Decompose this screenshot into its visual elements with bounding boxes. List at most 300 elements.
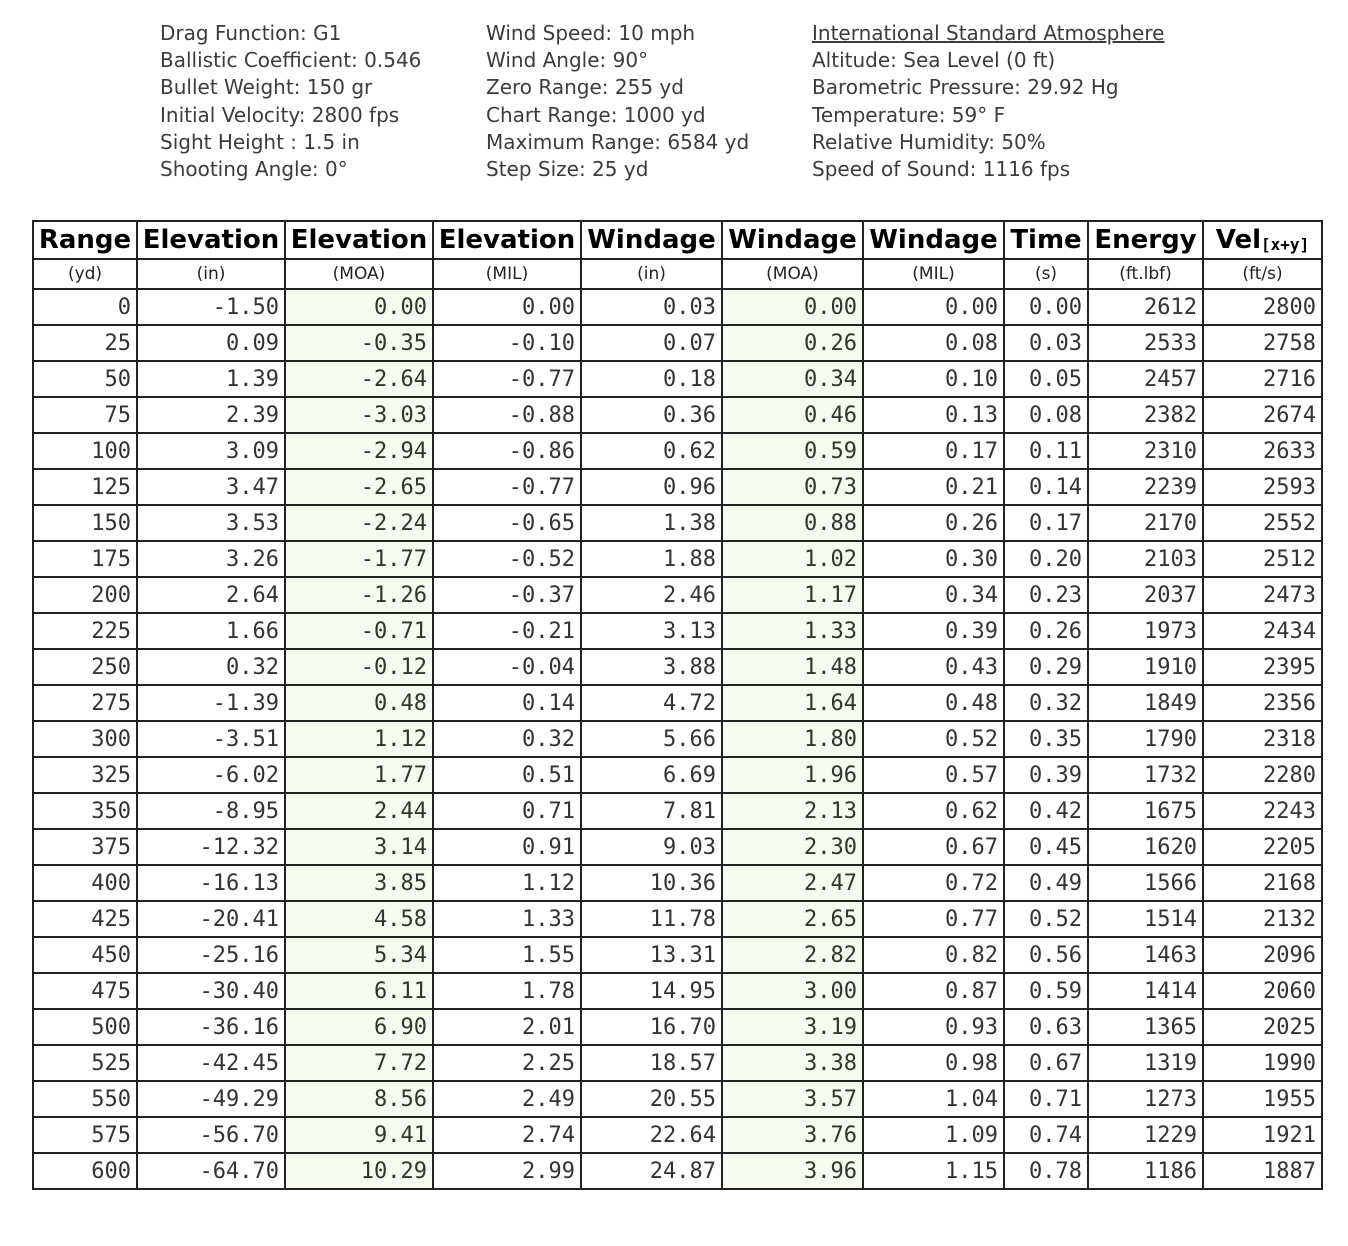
table-cell: 1973 bbox=[1088, 613, 1203, 649]
table-cell: 375 bbox=[33, 829, 137, 865]
table-cell: 1514 bbox=[1088, 901, 1203, 937]
table-cell: 3.57 bbox=[722, 1081, 863, 1117]
table-cell: -12.32 bbox=[137, 829, 285, 865]
column-header bbox=[137, 221, 285, 259]
table-cell: 100 bbox=[33, 433, 137, 469]
table-cell: 20.55 bbox=[581, 1081, 722, 1117]
table-cell: 3.96 bbox=[722, 1153, 863, 1189]
table-cell: 2060 bbox=[1203, 973, 1322, 1009]
table-cell: 1.02 bbox=[722, 541, 863, 577]
column-header-label: Windage bbox=[587, 225, 716, 255]
table-cell: 10.36 bbox=[581, 865, 722, 901]
table-cell: -0.04 bbox=[433, 649, 581, 685]
table-cell: 3.47 bbox=[137, 469, 285, 505]
table-cell: 4.58 bbox=[285, 901, 433, 937]
table-cell: 25 bbox=[33, 325, 137, 361]
table-cell: 4.72 bbox=[581, 685, 722, 721]
table-cell: 0.00 bbox=[433, 289, 581, 325]
column-unit: (s) bbox=[1004, 259, 1088, 289]
table-cell: 0.49 bbox=[1004, 865, 1088, 901]
table-cell: 0.48 bbox=[863, 685, 1004, 721]
parameter-line: Sight Height : 1.5 in bbox=[160, 129, 360, 154]
table-cell: 0.46 bbox=[722, 397, 863, 433]
ballistics-table bbox=[32, 220, 1323, 1190]
table-cell: 6.90 bbox=[285, 1009, 433, 1045]
table-cell: 75 bbox=[33, 397, 137, 433]
table-cell: 0.20 bbox=[1004, 541, 1088, 577]
table-row bbox=[33, 721, 1322, 757]
table-cell: -0.10 bbox=[433, 325, 581, 361]
table-cell: 1620 bbox=[1088, 829, 1203, 865]
table-cell: 1790 bbox=[1088, 721, 1203, 757]
column-header-label: Range bbox=[38, 225, 132, 255]
column-header-label: Elevation bbox=[438, 225, 576, 255]
table-cell: 8.56 bbox=[285, 1081, 433, 1117]
table-cell: 600 bbox=[33, 1153, 137, 1189]
table-cell: 2.01 bbox=[433, 1009, 581, 1045]
table-cell: 2382 bbox=[1088, 397, 1203, 433]
table-cell: 0.30 bbox=[863, 541, 1004, 577]
table-cell: 1.66 bbox=[137, 613, 285, 649]
table-cell: 1.33 bbox=[433, 901, 581, 937]
table-cell: 0.21 bbox=[863, 469, 1004, 505]
table-cell: 1566 bbox=[1088, 865, 1203, 901]
table-cell: 3.09 bbox=[137, 433, 285, 469]
table-cell: 2025 bbox=[1203, 1009, 1322, 1045]
column-header bbox=[33, 221, 137, 259]
table-cell: 2.44 bbox=[285, 793, 433, 829]
table-cell: 0.03 bbox=[581, 289, 722, 325]
table-cell: 0.52 bbox=[1004, 901, 1088, 937]
column-unit: (ft/s) bbox=[1203, 259, 1322, 289]
table-cell: 1955 bbox=[1203, 1081, 1322, 1117]
table-cell: 1.77 bbox=[285, 757, 433, 793]
table-cell: 0.74 bbox=[1004, 1117, 1088, 1153]
table-cell: 0.98 bbox=[863, 1045, 1004, 1081]
column-header-label: Energy bbox=[1094, 225, 1197, 255]
table-cell: 350 bbox=[33, 793, 137, 829]
table-cell: 14.95 bbox=[581, 973, 722, 1009]
parameter-line: Maximum Range: 6584 yd bbox=[486, 129, 750, 154]
table-cell: 400 bbox=[33, 865, 137, 901]
table-row bbox=[33, 505, 1322, 541]
table-cell: 1.09 bbox=[863, 1117, 1004, 1153]
table-cell: 2800 bbox=[1203, 289, 1322, 325]
table-cell: 1273 bbox=[1088, 1081, 1203, 1117]
table-cell: 0.35 bbox=[1004, 721, 1088, 757]
table-cell: 3.19 bbox=[722, 1009, 863, 1045]
table-cell: 10.29 bbox=[285, 1153, 433, 1189]
table-cell: 3.13 bbox=[581, 613, 722, 649]
parameter-line: Step Size: 25 yd bbox=[486, 156, 649, 181]
table-cell: -36.16 bbox=[137, 1009, 285, 1045]
table-cell: 1.55 bbox=[433, 937, 581, 973]
table-row bbox=[33, 865, 1322, 901]
table-cell: 0.11 bbox=[1004, 433, 1088, 469]
table-cell: 0.71 bbox=[1004, 1081, 1088, 1117]
table-cell: 1.88 bbox=[581, 541, 722, 577]
velocity-subscript: [x+y] bbox=[1261, 235, 1310, 254]
table-cell: -0.12 bbox=[285, 649, 433, 685]
table-row bbox=[33, 1081, 1322, 1117]
table-cell: 0.00 bbox=[863, 289, 1004, 325]
table-row bbox=[33, 649, 1322, 685]
table-cell: -3.03 bbox=[285, 397, 433, 433]
table-cell: 7.81 bbox=[581, 793, 722, 829]
table-cell: 3.38 bbox=[722, 1045, 863, 1081]
table-row bbox=[33, 577, 1322, 613]
table-cell: 2132 bbox=[1203, 901, 1322, 937]
parameter-line: Initial Velocity: 2800 fps bbox=[160, 102, 400, 127]
table-cell: -1.26 bbox=[285, 577, 433, 613]
table-cell: -0.52 bbox=[433, 541, 581, 577]
table-cell: -0.21 bbox=[433, 613, 581, 649]
table-cell: 0.43 bbox=[863, 649, 1004, 685]
table-cell: 0.56 bbox=[1004, 937, 1088, 973]
table-cell: 0.93 bbox=[863, 1009, 1004, 1045]
table-cell: 6.69 bbox=[581, 757, 722, 793]
table-cell: 7.72 bbox=[285, 1045, 433, 1081]
table-cell: -0.37 bbox=[433, 577, 581, 613]
table-cell: 1910 bbox=[1088, 649, 1203, 685]
table-cell: 0 bbox=[33, 289, 137, 325]
table-cell: 0.32 bbox=[1004, 685, 1088, 721]
table-cell: 0.00 bbox=[1004, 289, 1088, 325]
table-cell: 450 bbox=[33, 937, 137, 973]
table-cell: 0.17 bbox=[1004, 505, 1088, 541]
table-cell: 9.41 bbox=[285, 1117, 433, 1153]
table-cell: 0.23 bbox=[1004, 577, 1088, 613]
table-cell: 2103 bbox=[1088, 541, 1203, 577]
table-cell: 1.78 bbox=[433, 973, 581, 1009]
table-row bbox=[33, 325, 1322, 361]
table-row bbox=[33, 685, 1322, 721]
column-header bbox=[722, 221, 863, 259]
table-cell: 175 bbox=[33, 541, 137, 577]
table-cell: 0.14 bbox=[1004, 469, 1088, 505]
parameter-line: Bullet Weight: 150 gr bbox=[160, 75, 373, 100]
table-cell: 0.78 bbox=[1004, 1153, 1088, 1189]
table-cell: 2.13 bbox=[722, 793, 863, 829]
table-cell: 1.39 bbox=[137, 361, 285, 397]
table-cell: 0.36 bbox=[581, 397, 722, 433]
table-cell: 2.47 bbox=[722, 865, 863, 901]
parameter-line: Chart Range: 1000 yd bbox=[486, 102, 706, 127]
column-unit: (in) bbox=[137, 259, 285, 289]
table-cell: 2434 bbox=[1203, 613, 1322, 649]
atmosphere-parameters bbox=[812, 20, 1164, 183]
table-row bbox=[33, 1117, 1322, 1153]
column-unit: (in) bbox=[581, 259, 722, 289]
table-cell: 500 bbox=[33, 1009, 137, 1045]
table-cell: 1.64 bbox=[722, 685, 863, 721]
table-cell: 2633 bbox=[1203, 433, 1322, 469]
table-cell: 0.09 bbox=[137, 325, 285, 361]
table-cell: 0.26 bbox=[722, 325, 863, 361]
parameter-line: Shooting Angle: 0° bbox=[160, 156, 348, 181]
parameter-line: Ballistic Coefficient: 0.546 bbox=[160, 48, 422, 73]
table-cell: -2.64 bbox=[285, 361, 433, 397]
table-cell: 0.96 bbox=[581, 469, 722, 505]
table-cell: 2533 bbox=[1088, 325, 1203, 361]
parameter-line: Temperature: 59° F bbox=[812, 102, 1006, 127]
table-cell: 2716 bbox=[1203, 361, 1322, 397]
parameter-line: Zero Range: 255 yd bbox=[486, 75, 684, 100]
column-header-label: Windage bbox=[869, 225, 998, 255]
table-row bbox=[33, 1153, 1322, 1189]
table-cell: 1.15 bbox=[863, 1153, 1004, 1189]
table-cell: 5.34 bbox=[285, 937, 433, 973]
table-cell: -0.71 bbox=[285, 613, 433, 649]
table-cell: -2.24 bbox=[285, 505, 433, 541]
table-cell: 1.80 bbox=[722, 721, 863, 757]
table-cell: 0.48 bbox=[285, 685, 433, 721]
table-cell: -0.77 bbox=[433, 469, 581, 505]
table-cell: 0.67 bbox=[1004, 1045, 1088, 1081]
table-cell: 3.14 bbox=[285, 829, 433, 865]
table-cell: 0.07 bbox=[581, 325, 722, 361]
table-cell: -0.77 bbox=[433, 361, 581, 397]
table-cell: 1.12 bbox=[433, 865, 581, 901]
table-cell: 0.03 bbox=[1004, 325, 1088, 361]
table-cell: 0.39 bbox=[863, 613, 1004, 649]
table-cell: 2170 bbox=[1088, 505, 1203, 541]
table-row bbox=[33, 937, 1322, 973]
column-header bbox=[285, 221, 433, 259]
table-cell: -1.39 bbox=[137, 685, 285, 721]
table-cell: 0.29 bbox=[1004, 649, 1088, 685]
parameter-line: Drag Function: G1 bbox=[160, 21, 342, 45]
table-cell: 2.30 bbox=[722, 829, 863, 865]
column-header bbox=[433, 221, 581, 259]
table-cell: 1.48 bbox=[722, 649, 863, 685]
table-cell: 325 bbox=[33, 757, 137, 793]
table-cell: -1.77 bbox=[285, 541, 433, 577]
table-row bbox=[33, 433, 1322, 469]
table-cell: 2552 bbox=[1203, 505, 1322, 541]
table-cell: 2.74 bbox=[433, 1117, 581, 1153]
table-cell: 2.65 bbox=[722, 901, 863, 937]
table-cell: 0.00 bbox=[285, 289, 433, 325]
table-cell: 0.91 bbox=[433, 829, 581, 865]
column-header-label: Time bbox=[1010, 225, 1082, 255]
units-row bbox=[33, 259, 1322, 289]
table-cell: 0.18 bbox=[581, 361, 722, 397]
table-cell: 2096 bbox=[1203, 937, 1322, 973]
table-cell: 0.34 bbox=[863, 577, 1004, 613]
table-cell: 0.63 bbox=[1004, 1009, 1088, 1045]
column-unit: (MIL) bbox=[433, 259, 581, 289]
table-cell: -30.40 bbox=[137, 973, 285, 1009]
table-cell: 1921 bbox=[1203, 1117, 1322, 1153]
table-cell: 1365 bbox=[1088, 1009, 1203, 1045]
table-cell: 300 bbox=[33, 721, 137, 757]
table-row bbox=[33, 469, 1322, 505]
table-cell: 425 bbox=[33, 901, 137, 937]
table-cell: -0.35 bbox=[285, 325, 433, 361]
table-cell: -1.50 bbox=[137, 289, 285, 325]
table-cell: -3.51 bbox=[137, 721, 285, 757]
table-cell: 475 bbox=[33, 973, 137, 1009]
table-cell: 200 bbox=[33, 577, 137, 613]
table-cell: 2037 bbox=[1088, 577, 1203, 613]
table-cell: 24.87 bbox=[581, 1153, 722, 1189]
table-cell: 0.08 bbox=[1004, 397, 1088, 433]
table-cell: 2512 bbox=[1203, 541, 1322, 577]
column-unit: (MOA) bbox=[285, 259, 433, 289]
table-cell: 13.31 bbox=[581, 937, 722, 973]
column-header bbox=[581, 221, 722, 259]
table-cell: 3.00 bbox=[722, 973, 863, 1009]
table-cell: 0.62 bbox=[863, 793, 1004, 829]
table-cell: 1.17 bbox=[722, 577, 863, 613]
column-unit: (ft.lbf) bbox=[1088, 259, 1203, 289]
table-cell: 0.57 bbox=[863, 757, 1004, 793]
table-cell: 1.04 bbox=[863, 1081, 1004, 1117]
table-cell: 1.12 bbox=[285, 721, 433, 757]
table-cell: -2.65 bbox=[285, 469, 433, 505]
table-cell: 0.26 bbox=[863, 505, 1004, 541]
table-cell: 50 bbox=[33, 361, 137, 397]
parameter-line: Altitude: Sea Level (0 ft) bbox=[812, 48, 1056, 73]
table-cell: 2457 bbox=[1088, 361, 1203, 397]
table-cell: 125 bbox=[33, 469, 137, 505]
parameter-line: Wind Angle: 90° bbox=[486, 48, 649, 73]
column-unit: (MOA) bbox=[722, 259, 863, 289]
table-cell: 0.77 bbox=[863, 901, 1004, 937]
table-row bbox=[33, 397, 1322, 433]
table-cell: 3.76 bbox=[722, 1117, 863, 1153]
parameter-line: Speed of Sound: 1116 fps bbox=[812, 156, 1071, 181]
table-cell: 3.26 bbox=[137, 541, 285, 577]
table-cell: 5.66 bbox=[581, 721, 722, 757]
table-cell: 250 bbox=[33, 649, 137, 685]
table-cell: 150 bbox=[33, 505, 137, 541]
column-header bbox=[863, 221, 1004, 259]
table-cell: 0.42 bbox=[1004, 793, 1088, 829]
table-cell: 2.46 bbox=[581, 577, 722, 613]
table-row bbox=[33, 757, 1322, 793]
table-cell: -25.16 bbox=[137, 937, 285, 973]
column-header-label: Elevation bbox=[142, 225, 280, 255]
table-cell: -42.45 bbox=[137, 1045, 285, 1081]
table-cell: 0.88 bbox=[722, 505, 863, 541]
column-header-label: Windage bbox=[728, 225, 857, 255]
table-cell: 22.64 bbox=[581, 1117, 722, 1153]
ballistic-parameters bbox=[0, 20, 1348, 190]
table-cell: 0.00 bbox=[722, 289, 863, 325]
table-cell: 2.25 bbox=[433, 1045, 581, 1081]
table-cell: 2473 bbox=[1203, 577, 1322, 613]
parameter-line: Barometric Pressure: 29.92 Hg bbox=[812, 75, 1119, 100]
table-cell: 1414 bbox=[1088, 973, 1203, 1009]
table-cell: 0.62 bbox=[581, 433, 722, 469]
table-cell: 1887 bbox=[1203, 1153, 1322, 1189]
table-cell: 0.73 bbox=[722, 469, 863, 505]
table-row bbox=[33, 829, 1322, 865]
table-cell: 1.96 bbox=[722, 757, 863, 793]
table-cell: 0.34 bbox=[722, 361, 863, 397]
column-header bbox=[1004, 221, 1088, 259]
table-cell: -0.88 bbox=[433, 397, 581, 433]
table-cell: 2318 bbox=[1203, 721, 1322, 757]
table-cell: 3.88 bbox=[581, 649, 722, 685]
table-cell: 0.52 bbox=[863, 721, 1004, 757]
table-cell: 11.78 bbox=[581, 901, 722, 937]
column-header-label: Elevation bbox=[290, 225, 428, 255]
table-cell: 1319 bbox=[1088, 1045, 1203, 1081]
table-cell: 525 bbox=[33, 1045, 137, 1081]
table-cell: -0.65 bbox=[433, 505, 581, 541]
table-cell: 0.10 bbox=[863, 361, 1004, 397]
table-cell: 2.99 bbox=[433, 1153, 581, 1189]
table-row bbox=[33, 973, 1322, 1009]
table-cell: 1675 bbox=[1088, 793, 1203, 829]
table-cell: 2310 bbox=[1088, 433, 1203, 469]
table-row bbox=[33, 793, 1322, 829]
table-cell: 0.26 bbox=[1004, 613, 1088, 649]
table-cell: 2243 bbox=[1203, 793, 1322, 829]
table-cell: 0.82 bbox=[863, 937, 1004, 973]
table-cell: -49.29 bbox=[137, 1081, 285, 1117]
table-cell: 0.87 bbox=[863, 973, 1004, 1009]
table-cell: 3.85 bbox=[285, 865, 433, 901]
column-unit: (MIL) bbox=[863, 259, 1004, 289]
table-cell: 0.05 bbox=[1004, 361, 1088, 397]
table-cell: 2168 bbox=[1203, 865, 1322, 901]
table-cell: 2612 bbox=[1088, 289, 1203, 325]
table-cell: -6.02 bbox=[137, 757, 285, 793]
column-header bbox=[1088, 221, 1203, 259]
table-body bbox=[33, 289, 1322, 1189]
table-cell: 0.45 bbox=[1004, 829, 1088, 865]
table-row bbox=[33, 1009, 1322, 1045]
table-cell: -2.94 bbox=[285, 433, 433, 469]
table-cell: 2.64 bbox=[137, 577, 285, 613]
table-cell: 0.71 bbox=[433, 793, 581, 829]
table-row bbox=[33, 289, 1322, 325]
column-unit: (yd) bbox=[33, 259, 137, 289]
table-cell: 1463 bbox=[1088, 937, 1203, 973]
table-cell: 2674 bbox=[1203, 397, 1322, 433]
table-cell: 0.59 bbox=[1004, 973, 1088, 1009]
atmosphere-title: International Standard Atmosphere bbox=[812, 21, 1165, 45]
table-cell: 3.53 bbox=[137, 505, 285, 541]
table-cell: 0.51 bbox=[433, 757, 581, 793]
table-cell: 16.70 bbox=[581, 1009, 722, 1045]
table-cell: 1.38 bbox=[581, 505, 722, 541]
table-cell: -16.13 bbox=[137, 865, 285, 901]
table-cell: 0.67 bbox=[863, 829, 1004, 865]
table-row bbox=[33, 613, 1322, 649]
table-cell: 2239 bbox=[1088, 469, 1203, 505]
table-cell: 2758 bbox=[1203, 325, 1322, 361]
projectile-parameters bbox=[160, 20, 421, 183]
table-cell: 2593 bbox=[1203, 469, 1322, 505]
table-row bbox=[33, 361, 1322, 397]
table-cell: 1186 bbox=[1088, 1153, 1203, 1189]
table-cell: -56.70 bbox=[137, 1117, 285, 1153]
column-header-label: Vel bbox=[1215, 225, 1262, 255]
table-cell: 275 bbox=[33, 685, 137, 721]
table-cell: -64.70 bbox=[137, 1153, 285, 1189]
table-cell: 2.39 bbox=[137, 397, 285, 433]
table-cell: 1.33 bbox=[722, 613, 863, 649]
table-cell: 0.17 bbox=[863, 433, 1004, 469]
table-cell: 2205 bbox=[1203, 829, 1322, 865]
environment-parameters bbox=[486, 20, 749, 183]
table-cell: 2395 bbox=[1203, 649, 1322, 685]
